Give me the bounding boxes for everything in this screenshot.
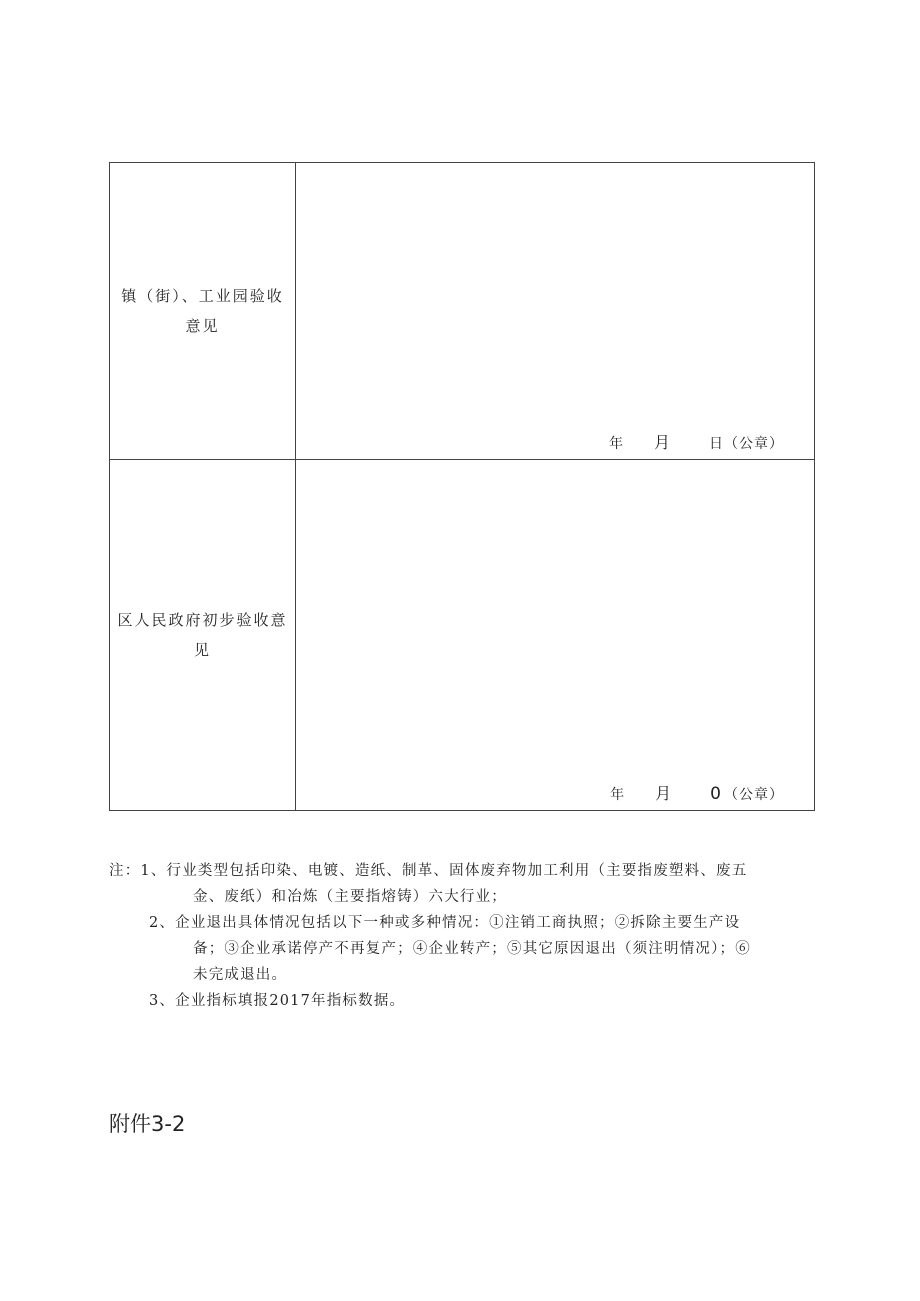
acceptance-table (109, 162, 815, 811)
date-year: 年 (609, 436, 624, 452)
note-2-line-2: 备；③企业承诺停产不再复产；④企业转产；⑤其它原因退出（须注明情况）；⑥ (193, 941, 751, 957)
column-divider (295, 460, 296, 810)
notes-section (109, 858, 815, 1014)
date-day: 日 (709, 436, 724, 452)
district-acceptance-label: 区人民政府初步验收意见 (117, 611, 288, 659)
date-month: 月 (654, 433, 672, 452)
note-1-line-2: 金、废纸）和冶炼（主要指熔铸）六大行业； (193, 889, 507, 905)
note-1-line-1 (109, 858, 815, 884)
attachment-title: 附件3-2 (109, 1112, 186, 1136)
official-seal-label: （公章） (724, 787, 784, 803)
district-acceptance-date (610, 781, 784, 804)
official-seal-label: （公章） (724, 436, 784, 452)
town-acceptance-date (609, 430, 784, 453)
column-divider (295, 163, 296, 459)
town-acceptance-label: 镇（街）、工业园验收意见 (121, 287, 284, 335)
date-month: 月 (655, 784, 673, 803)
date-year: 年 (610, 787, 626, 803)
note-2-line-1: 2、企业退出具体情况包括以下一种或多种情况：①注销工商执照；②拆除主要生产设 (149, 915, 741, 931)
note-2-line-3: 未完成退出。 (193, 967, 288, 983)
note-1-text: 1、行业类型包括印染、电镀、造纸、制革、固体废弃物加工利用（主要指废塑料、废五 (140, 863, 748, 879)
table-row-district-acceptance (110, 460, 814, 810)
note-3-line-1: 3、企业指标填报2017年指标数据。 (149, 993, 406, 1009)
date-day: 0 (710, 784, 722, 804)
table-row-town-acceptance (110, 163, 814, 460)
notes-prefix: 注： (109, 863, 141, 879)
